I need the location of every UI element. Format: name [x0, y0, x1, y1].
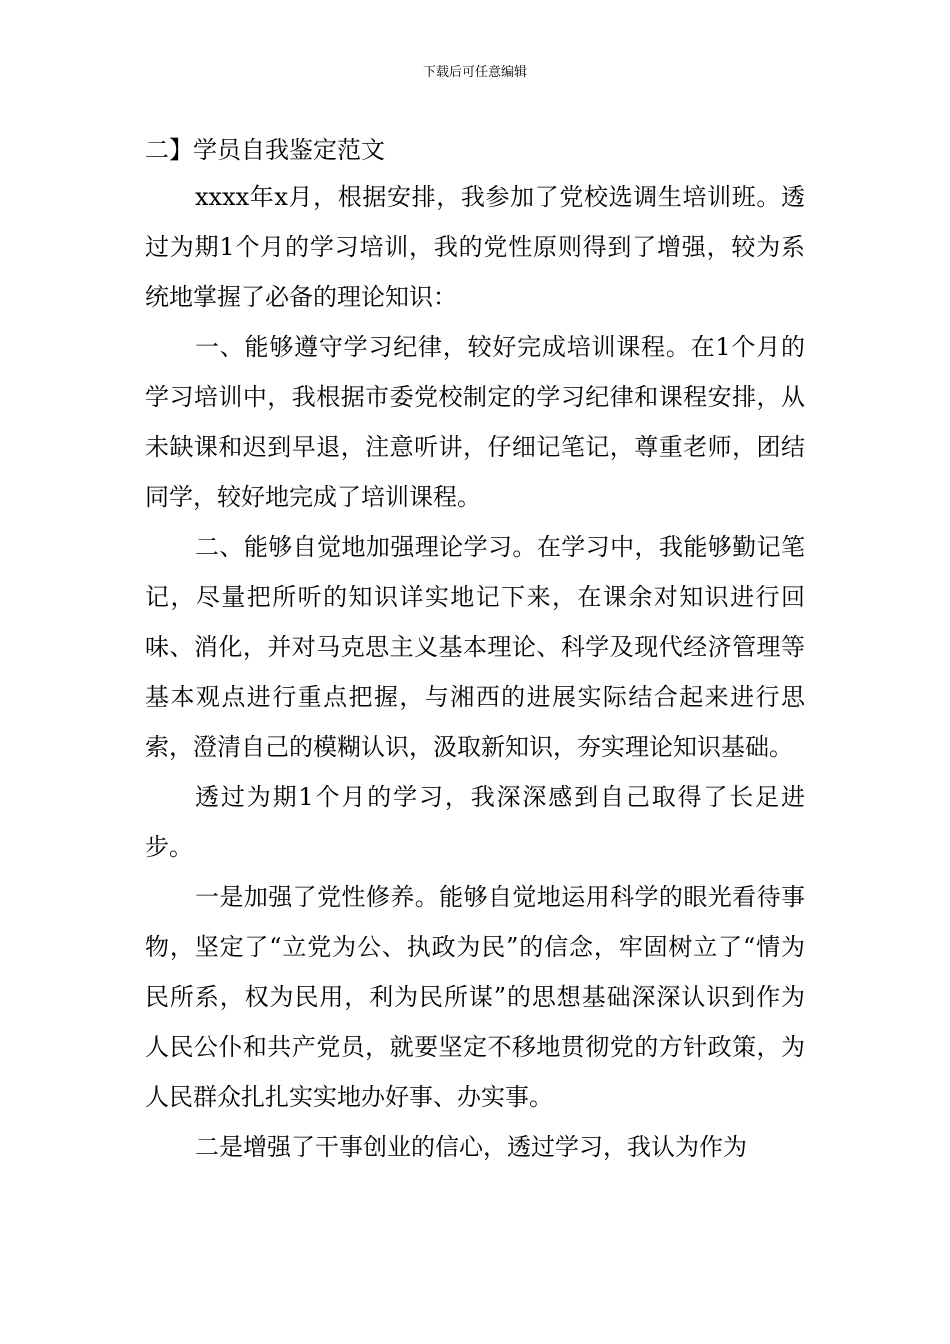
paragraph-second-gain: 二是增强了干事创业的信心，透过学习，我认为作为 — [195, 1133, 747, 1161]
header-note: 下载后可任意编辑 — [422, 65, 527, 80]
paragraph-point-one: 一、能够遵守学习纪律，较好完成培训课程。在1个月的学习培训中，我根据市委党校制定的学习纪律和课程安排，从未缺课和迟到早退，注意听讲，仔细记笔记，尊重老师，团结同学，较好地完成了培训课程。 — [145, 333, 805, 511]
paragraph-intro: xxxx年x月，根据安排，我参加了党校选调生培训班。透过为期1个月的学习培训，我的党性原则得到了增强，较为系统地掌握了必备的理论知识： — [145, 183, 805, 311]
paragraph-first-gain: 一是加强了党性修养。能够自觉地运用科学的眼光看待事物，坚定了“立党为公、执政为民”的信念，牢固树立了“情为民所系，权为民用，利为民所谋”的思想基础深深认识到作为人民公仆和共产党员，就要坚定不移地贯彻党的方针政策，为人民群众扎扎实实地办好事、办实事。 — [145, 883, 805, 1111]
document-title: 二】学员自我鉴定范文 — [145, 136, 385, 164]
document-body — [145, 128, 805, 1172]
paragraph-progress: 透过为期1个月的学习，我深深感到自己取得了长足进步。 — [145, 783, 805, 861]
paragraph-point-two: 二、能够自觉地加强理论学习。在学习中，我能够勤记笔记，尽量把所听的知识详实地记下来，在课余对知识进行回味、消化，并对马克思主义基本理论、科学及现代经济管理等基本观点进行重点把握，与湘西的进展实际结合起来进行思索，澄清自己的模糊认识，汲取新知识，夯实理论知识基础。 — [145, 533, 805, 761]
